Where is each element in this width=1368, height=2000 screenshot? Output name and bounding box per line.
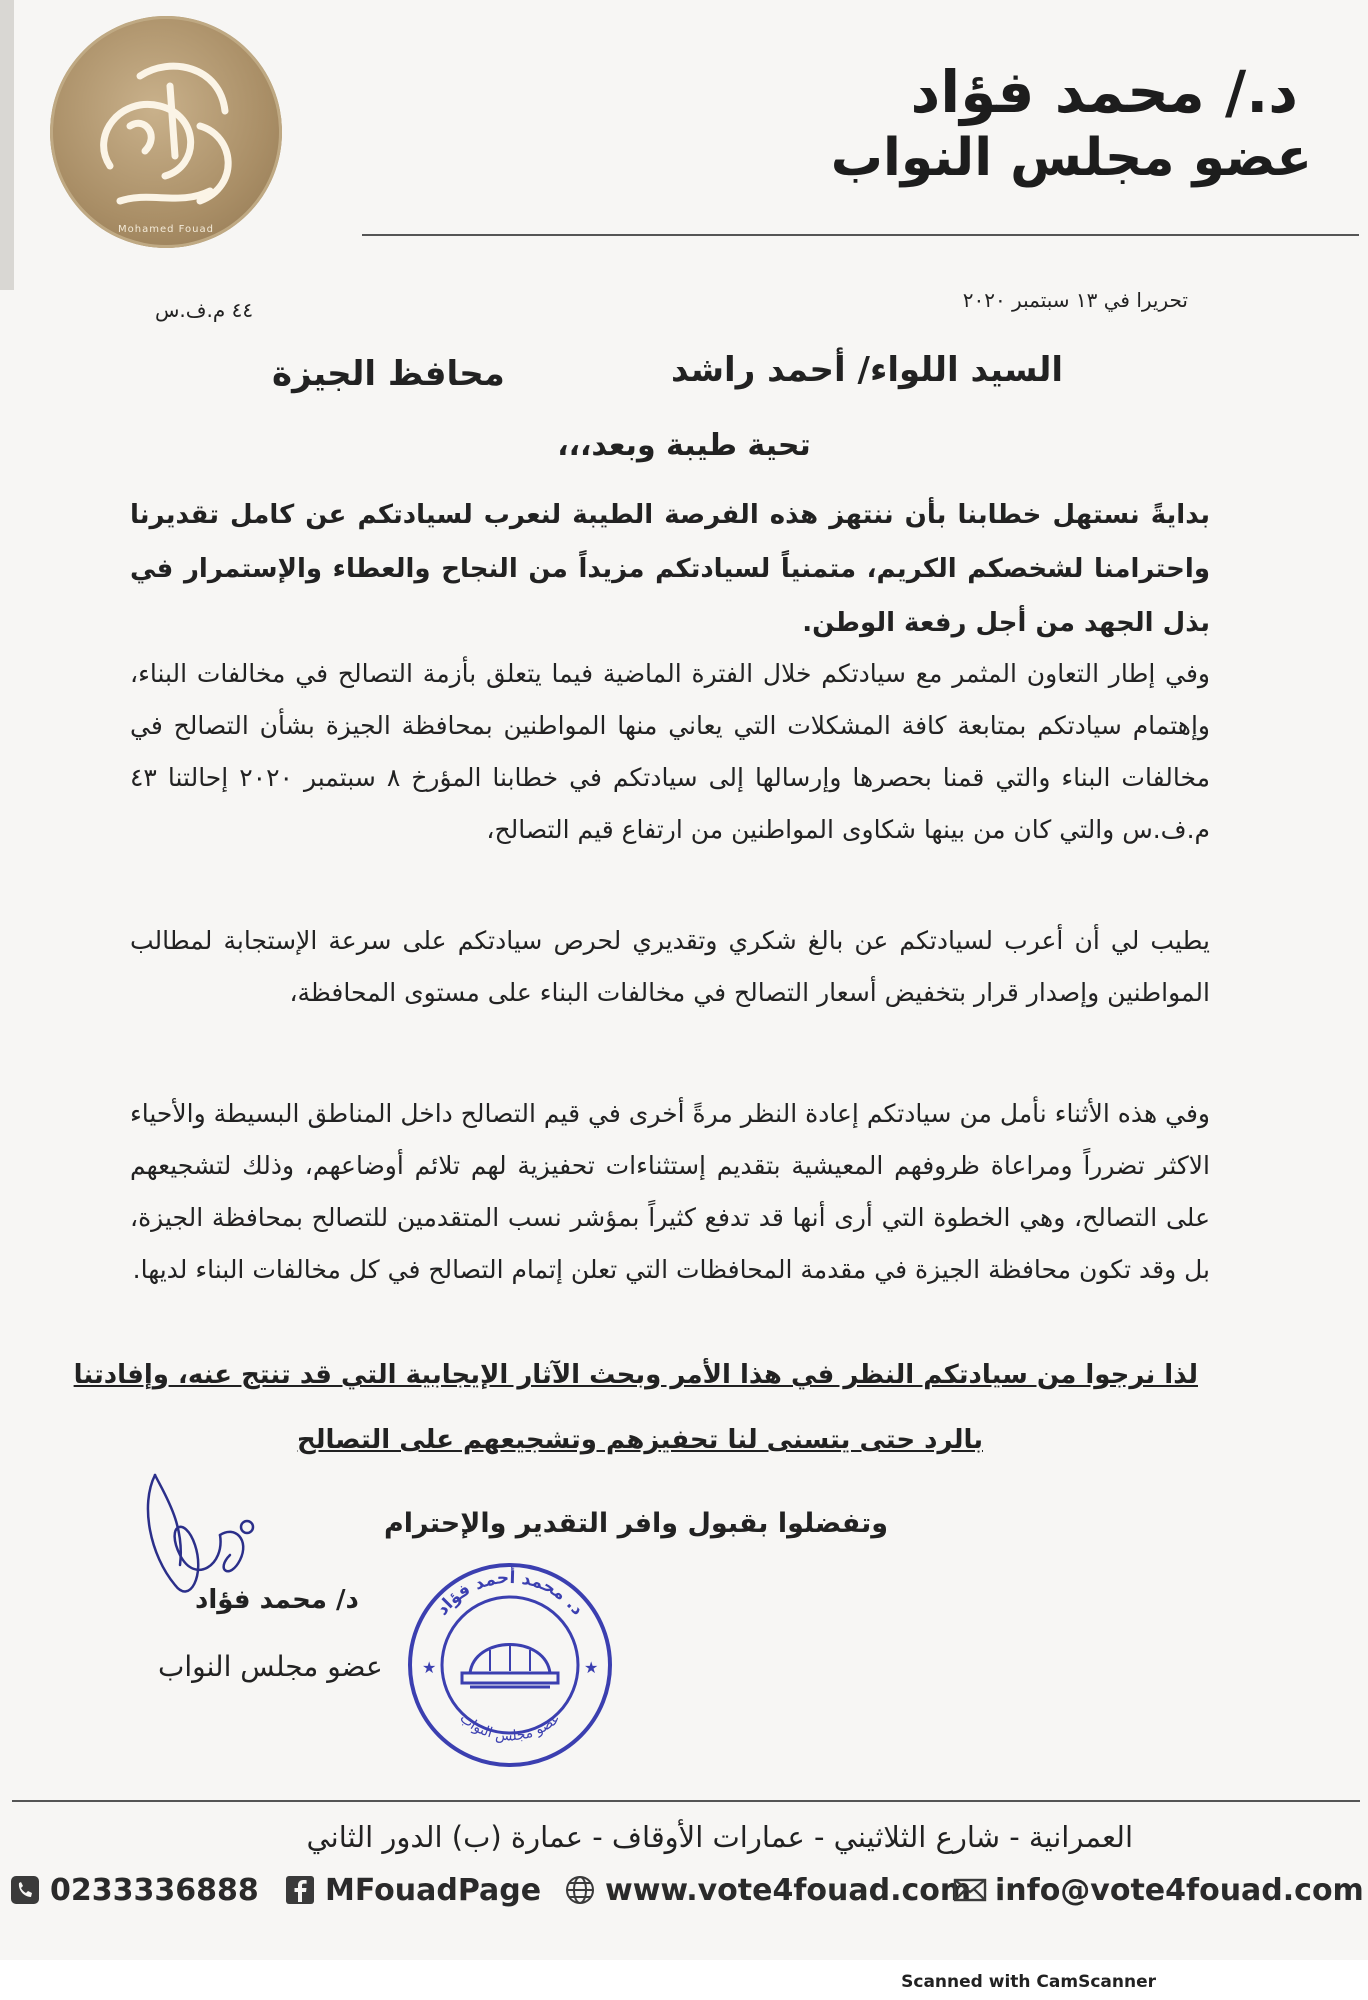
reference-number: ٤٤ م.ف.س bbox=[155, 298, 254, 322]
envelope-icon bbox=[953, 1873, 987, 1907]
paragraph-thanks: يطيب لي أن أعرب لسيادتكم عن بالغ شكري وتقديري لحرص سيادتكم على سرعة الإستجابة لمطالب المواطنين وإصدار قرار بتخفيض أسعار التصالح في مخالفات البناء على مستوى المحافظة، bbox=[130, 926, 1210, 1007]
stamp-subtext: عضو مجلس النواب bbox=[456, 1710, 564, 1745]
scan-edge bbox=[0, 0, 14, 290]
addressee-name: السيد اللواء/ أحمد راشد bbox=[670, 350, 1063, 390]
closing-salutation: وتفضلوا بقبول وافر التقدير والإحترام bbox=[383, 1508, 888, 1539]
paragraph-context: وفي إطار التعاون المثمر مع سيادتكم خلال الفترة الماضية فيما يتعلق بأزمة التصالح في مخالفات البناء، وإهتمام سيادتكم بمتابعة كافة المشكلات التي يعاني منها المواطنين بمحافظة الجيزة بشأن التصالح في مخالفات البناء والتي قمنا بحصرها وإرسالها إلى سيادتكم في خطابنا المؤرخ ٨ سبتمبر ٢٠٢٠ إحالتنا ٤٣ م.ف.س والتي كان من بينها شكاوى المواطنين من ارتفاع قيم التصالح، bbox=[130, 659, 1210, 844]
contact-facebook[interactable] bbox=[283, 1868, 541, 1912]
svg-text:★: ★ bbox=[422, 1658, 437, 1677]
scanner-label: Scanned with CamScanner bbox=[901, 1972, 1156, 1992]
signatory-name: د/ محمد فؤاد bbox=[195, 1585, 359, 1615]
stamp-text: د. محمد أحمد فؤاد bbox=[432, 1567, 588, 1620]
contact-email[interactable] bbox=[953, 1868, 1364, 1912]
letter-date: تحريرا في ١٣ سبتمبر ٢٠٢٠ bbox=[962, 288, 1188, 312]
website-url: www.vote4fouad.com bbox=[605, 1872, 972, 1908]
header-divider bbox=[362, 234, 1359, 236]
request-line-1: لذا نرجوا من سيادتكم النظر في هذا الأمر وبحث الآثار الإيجابية التي قد تنتج عنه، وإفادتنا bbox=[73, 1360, 1198, 1390]
paragraph-opening: بدايةً نستهل خطابنا بأن ننتهز هذه الفرصة الطيبة لنعرب لسيادتكم عن كامل تقديرنا واحترامنا لشخصكم الكريم، متمنياً لسيادتكم مزيداً من النجاح والعطاء والإستمرار في بذل الجهد من أجل رفعة الوطن. bbox=[130, 500, 1210, 638]
footer-contacts bbox=[8, 1868, 1364, 1912]
logo-caption: Mohamed Fouad bbox=[118, 224, 214, 235]
sender-name: د./ محمد فؤاد bbox=[910, 58, 1298, 126]
sender-title: عضو مجلس النواب bbox=[830, 128, 1312, 188]
facebook-page: MFouadPage bbox=[325, 1872, 542, 1908]
scanner-watermark bbox=[0, 1960, 1368, 2000]
official-stamp bbox=[400, 1555, 620, 1775]
phone-number: 0233336888 bbox=[50, 1872, 259, 1908]
email-address: info@vote4fouad.com bbox=[995, 1872, 1364, 1908]
signatory-title: عضو مجلس النواب bbox=[158, 1650, 383, 1683]
globe-icon bbox=[563, 1873, 597, 1907]
paragraph-proposal: وفي هذه الأثناء نأمل من سيادتكم إعادة النظر مرةً أخرى في قيم التصالح داخل المناطق البسيطة والأحياء الاكثر تضرراً ومراعاة ظروفهم المعيشية بتقديم إستثناءات تحفيزية لهم تلائم أوضاعهم، وذلك لتشجيعهم على التصالح، وهي الخطوة التي أرى أنها قد تدفع كثيراً بمؤشر نسب المتقدمين للتصالح بمحافظة الجيزة، بل وقد تكون محافظة الجيزة في مقدمة المحافظات التي تعلن إتمام التصالح في كل مخالفات البناء لديها. bbox=[130, 1099, 1210, 1284]
addressee-position: محافظ الجيزة bbox=[272, 354, 505, 394]
facebook-icon bbox=[283, 1873, 317, 1907]
footer-divider bbox=[12, 1800, 1360, 1802]
greeting: تحية طيبة وبعد،،، bbox=[557, 428, 811, 463]
request-line-2: بالرد حتى يتسنى لنا تحفيزهم وتشجيعهم على التصالح bbox=[297, 1425, 983, 1455]
footer-address: العمرانية - شارع الثلاثيني - عمارات الأوقاف - عمارة (ب) الدور الثاني bbox=[306, 1820, 1133, 1854]
contact-phone[interactable] bbox=[8, 1868, 259, 1912]
contact-website[interactable] bbox=[563, 1868, 971, 1912]
monogram-logo bbox=[50, 16, 282, 248]
svg-text:★: ★ bbox=[584, 1658, 599, 1677]
phone-icon bbox=[8, 1873, 42, 1907]
